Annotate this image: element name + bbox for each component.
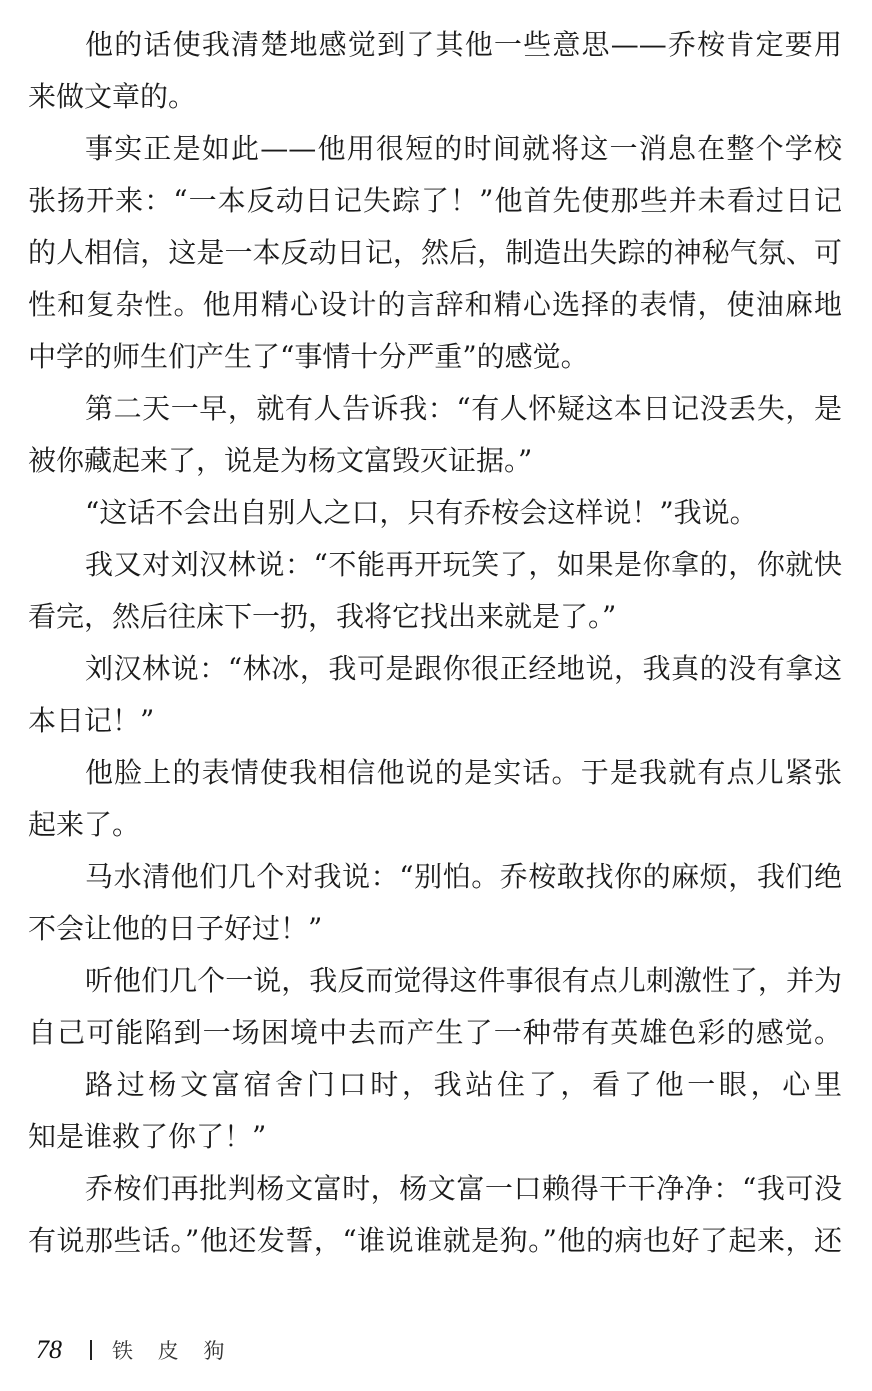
paragraph-first-line: 乔桉们再批判杨文富时，杨文富一口赖得干干净净：“我可没 — [85, 1172, 842, 1205]
text-line: 张扬开来：“一本反动日记失踪了！”他首先使那些并未看过日记 — [28, 184, 842, 217]
page-number: 78 — [36, 1335, 62, 1364]
paragraph-first-line: 事实正是如此——他用很短的时间就将这一消息在整个学校 — [85, 132, 842, 165]
text-line: 被你藏起来了，说是为杨文富毁灭证据。” — [28, 444, 533, 477]
text-line: 来做文章的。 — [28, 80, 197, 113]
text-line: 的人相信，这是一本反动日记，然后，制造出失踪的神秘气氛、可 — [28, 236, 842, 269]
paragraph-first-line: “这话不会出自别人之口，只有乔桉会这样说！”我说。 — [85, 496, 758, 529]
text-line: 中学的师生们产生了“事情十分严重”的感觉。 — [28, 340, 589, 373]
page-footer — [36, 1332, 233, 1368]
text-line: 自己可能陷到一场困境中去而产生了一种带有英雄色彩的感觉。 — [28, 1016, 842, 1049]
text-line: 性和复杂性。他用精心设计的言辞和精心选择的表情，使油麻地 — [28, 288, 842, 321]
text-line: 不会让他的日子好过！” — [28, 912, 323, 945]
book-title: 铁 皮 狗 — [112, 1339, 234, 1363]
paragraph-first-line: 我又对刘汉林说：“不能再开玩笑了，如果是你拿的，你就快 — [85, 548, 842, 581]
text-line: 看完，然后往床下一扔，我将它找出来就是了。” — [28, 600, 617, 633]
text-line: 起来了。 — [28, 808, 141, 841]
paragraph-first-line: 第二天一早，就有人告诉我：“有人怀疑这本日记没丢失，是 — [85, 392, 842, 425]
paragraph-first-line: 他的话使我清楚地感觉到了其他一些意思——乔桉肯定要用 — [85, 28, 842, 61]
page-body-text — [28, 19, 842, 1267]
paragraph-first-line: 刘汉林说：“林冰，我可是跟你很正经地说，我真的没有拿这 — [85, 652, 842, 685]
paragraph-first-line: 听他们几个一说，我反而觉得这件事很有点儿刺激性了，并为 — [85, 964, 842, 997]
paragraph-first-line: 马水清他们几个对我说：“别怕。乔桉敢找你的麻烦，我们绝 — [85, 860, 842, 893]
text-line: 本日记！” — [28, 704, 155, 737]
paragraph-first-line: 路过杨文富宿舍门口时，我站住了，看了他一眼，心里 — [85, 1068, 842, 1101]
text-line: 知是谁救了你了！” — [28, 1120, 267, 1153]
footer-divider — [90, 1340, 92, 1360]
text-line: 有说那些话。”他还发誓，“谁说谁就是狗。”他的病也好了起来，还 — [28, 1224, 842, 1257]
paragraph-first-line: 他脸上的表情使我相信他说的是实话。于是我就有点儿紧张 — [85, 756, 842, 789]
